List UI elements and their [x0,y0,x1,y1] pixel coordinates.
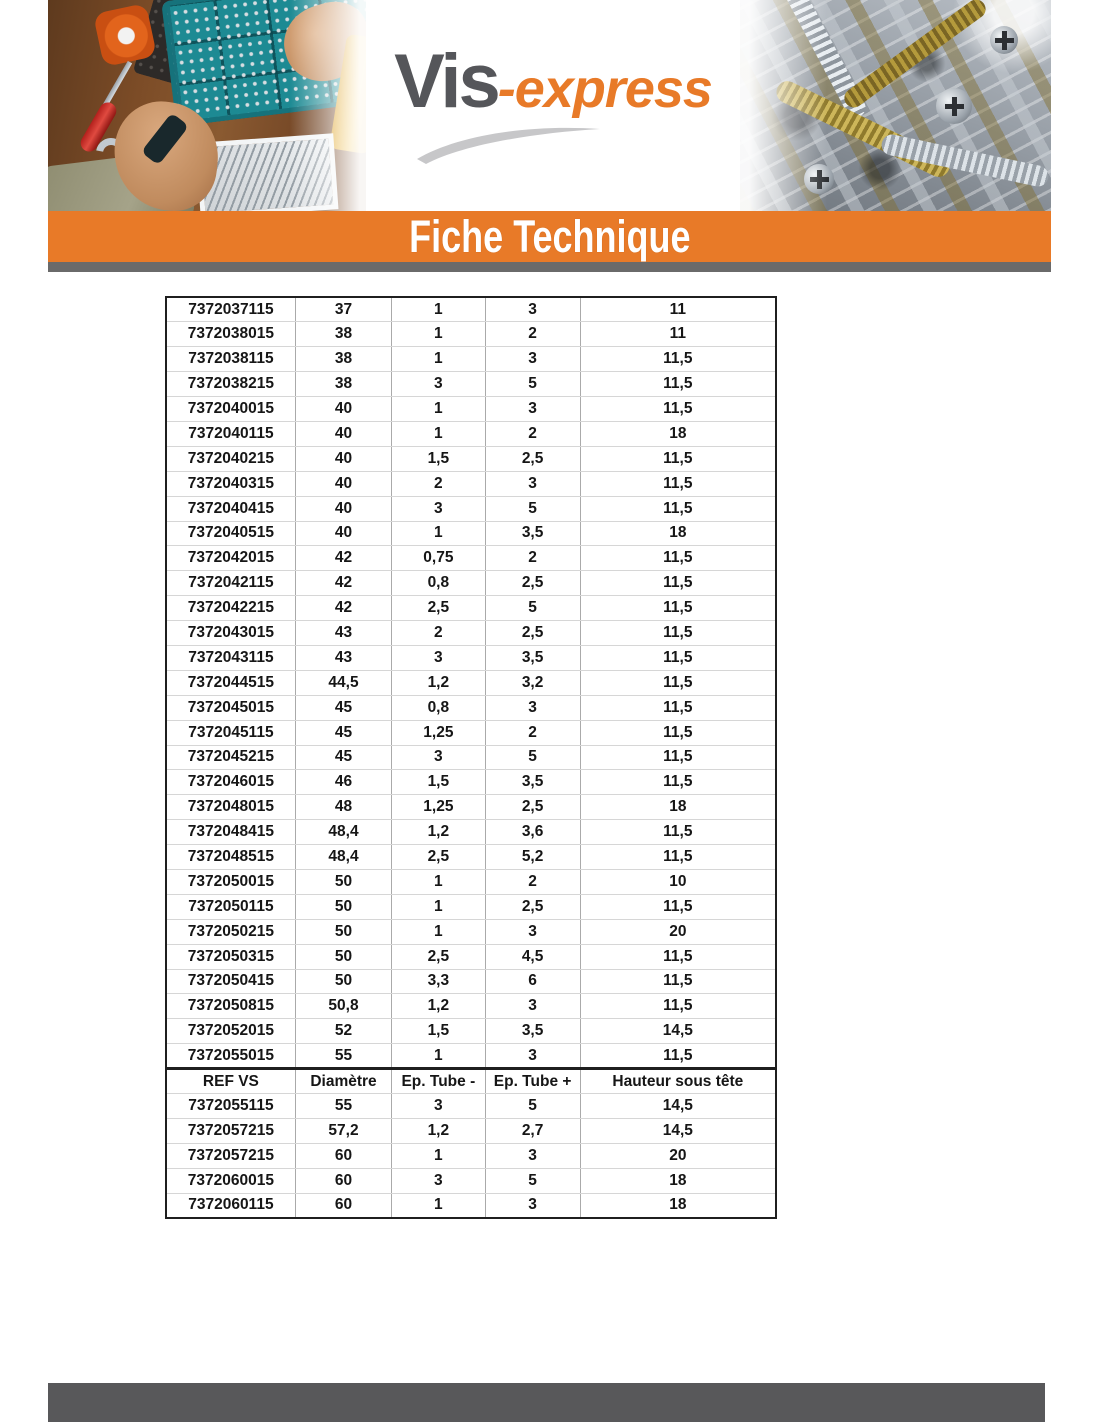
table-cell: 11,5 [580,496,776,521]
table-cell: 11,5 [580,621,776,646]
table-cell: 7372045215 [166,745,295,770]
table-cell: 1 [392,297,485,322]
screwdriver-shaft-shape [97,61,132,117]
table-cell: 7372040315 [166,471,295,496]
table-cell: 7372046015 [166,770,295,795]
screw-shape [773,77,953,180]
table-cell: 2 [392,471,485,496]
table-cell: 7372060015 [166,1168,295,1193]
table-cell: 3,5 [485,1019,580,1044]
table-cell: 7372038115 [166,347,295,372]
table-row [166,645,776,670]
table-row [166,397,776,422]
header-collage [0,0,1100,211]
table-cell: 11 [580,322,776,347]
table-row [166,421,776,446]
column-header-cell: Diamètre [295,1069,391,1094]
table-cell: 7372048415 [166,820,295,845]
table-cell: 40 [295,521,391,546]
table-cell: 38 [295,372,391,397]
table-cell: 7372050415 [166,969,295,994]
table-cell: 18 [580,1193,776,1218]
table-cell: 40 [295,446,391,471]
table-cell: 1 [392,894,485,919]
table-cell: 11,5 [580,446,776,471]
table-cell: 2,5 [392,845,485,870]
table-cell: 50 [295,869,391,894]
table-cell: 42 [295,546,391,571]
table-cell: 1 [392,397,485,422]
table-row [166,596,776,621]
table-cell: 60 [295,1168,391,1193]
table-cell: 1,2 [392,670,485,695]
table-cell: 2,7 [485,1118,580,1143]
table-cell: 3 [485,695,580,720]
hand-shape [109,97,224,211]
table-cell: 3,5 [485,521,580,546]
table-cell: 11,5 [580,546,776,571]
table-cell: 3,5 [485,645,580,670]
table-cell: 40 [295,471,391,496]
table-cell: 11,5 [580,596,776,621]
table-cell: 7372050215 [166,919,295,944]
table-wrapper [165,296,777,1219]
table-cell: 42 [295,596,391,621]
table-cell: 6 [485,969,580,994]
table-row [166,546,776,571]
table-cell: 3 [392,1094,485,1119]
table-cell: 11,5 [580,745,776,770]
table-cell: 7372050315 [166,944,295,969]
table-cell: 7372042015 [166,546,295,571]
table-cell: 18 [580,1168,776,1193]
table-cell: 3 [485,994,580,1019]
table-cell: 20 [580,919,776,944]
table-cell: 1,5 [392,446,485,471]
table-cell: 3,6 [485,820,580,845]
table-row [166,471,776,496]
table-cell: 11,5 [580,1044,776,1069]
table-cell: 5 [485,745,580,770]
table-cell: 40 [295,397,391,422]
table-cell: 1 [392,521,485,546]
table-cell: 5 [485,372,580,397]
table-cell: 3 [485,1143,580,1168]
logo-text-express: -express [497,59,712,119]
table-cell: 2 [485,421,580,446]
table-cell: 18 [580,521,776,546]
table-cell: 20 [580,1143,776,1168]
table-cell: 11,5 [580,372,776,397]
table-cell: 7372044515 [166,670,295,695]
divider-bar [48,262,1051,272]
table-cell: 1 [392,347,485,372]
table-cell: 7372042115 [166,571,295,596]
table-row [166,745,776,770]
table-cell: 2,5 [485,795,580,820]
table-cell: 1 [392,421,485,446]
table-cell: 0,8 [392,695,485,720]
workbench-photo [48,0,366,211]
table-cell: 14,5 [580,1118,776,1143]
spec-table [165,296,777,1219]
table-cell: 57,2 [295,1118,391,1143]
table-cell: 0,8 [392,571,485,596]
table-row [166,1094,776,1119]
table-row [166,994,776,1019]
table-cell: 11,5 [580,720,776,745]
spec-table-body [166,297,776,1218]
table-cell: 52 [295,1019,391,1044]
table-cell: 7372050815 [166,994,295,1019]
screwdriver-handle-shape [78,99,120,154]
hand-shape [275,0,366,90]
rotary-tool-shape [141,113,189,166]
table-cell: 7372040115 [166,421,295,446]
table-cell: 50 [295,894,391,919]
table-cell: 11,5 [580,471,776,496]
table-cell: 11,5 [580,944,776,969]
table-cell: 45 [295,695,391,720]
table-row [166,496,776,521]
footer-bar [48,1383,1045,1422]
table-cell: 48 [295,795,391,820]
screw-tray-shape [196,133,339,211]
table-cell: 3,2 [485,670,580,695]
table-cell: 7372050115 [166,894,295,919]
table-cell: 44,5 [295,670,391,695]
table-row [166,695,776,720]
clamp-tool-shape [329,34,366,155]
table-cell: 45 [295,745,391,770]
table-cell: 7372038015 [166,322,295,347]
table-row [166,944,776,969]
table-cell: 1,5 [392,770,485,795]
table-cell: 38 [295,322,391,347]
table-cell: 43 [295,621,391,646]
table-cell: 4,5 [485,944,580,969]
table-row [166,297,776,322]
table-cell: 7372057215 [166,1143,295,1168]
brand-logo [366,39,740,124]
table-cell: 5,2 [485,845,580,870]
table-cell: 40 [295,421,391,446]
table-cell: 7372055115 [166,1094,295,1119]
table-cell: 3 [392,372,485,397]
table-row [166,770,776,795]
table-cell: 1 [392,1044,485,1069]
table-cell: 1,25 [392,720,485,745]
table-cell: 2,5 [485,571,580,596]
table-cell: 1,2 [392,1118,485,1143]
table-cell: 11,5 [580,994,776,1019]
table-row [166,1044,776,1069]
table-cell: 2,5 [392,596,485,621]
table-cell: 37 [295,297,391,322]
logo-swoosh-icon [414,120,610,166]
table-cell: 11,5 [580,969,776,994]
table-cell: 7372043015 [166,621,295,646]
table-cell: 18 [580,795,776,820]
table-cell: 1,2 [392,994,485,1019]
table-row [166,969,776,994]
screw-shape [841,0,990,111]
table-row [166,820,776,845]
table-cell: 45 [295,720,391,745]
table-cell: 7372040215 [166,446,295,471]
table-cell: 50 [295,919,391,944]
screw-shape [880,133,1051,189]
title-banner [48,211,1051,262]
table-cell: 1 [392,919,485,944]
table-cell: 3 [485,347,580,372]
table-cell: 3,5 [485,770,580,795]
table-cell: 14,5 [580,1019,776,1044]
table-cell: 38 [295,347,391,372]
table-row [166,919,776,944]
table-cell: 11,5 [580,645,776,670]
table-cell: 3 [485,297,580,322]
page-title: Fiche Technique [408,211,691,262]
table-cell: 42 [295,571,391,596]
table-cell: 5 [485,1168,580,1193]
table-cell: 3 [485,919,580,944]
table-row [166,670,776,695]
table-cell: 7372042215 [166,596,295,621]
table-cell: 43 [295,645,391,670]
table-cell: 7372057215 [166,1118,295,1143]
table-cell: 50 [295,969,391,994]
table-cell: 2 [392,621,485,646]
table-cell: 55 [295,1094,391,1119]
table-cell: 5 [485,496,580,521]
table-cell: 1 [392,869,485,894]
table-cell: 7372040015 [166,397,295,422]
table-cell: 11,5 [580,845,776,870]
organizer-box-shape [161,0,366,127]
sleeve-shape [48,149,196,211]
table-cell: 3,3 [392,969,485,994]
screw-head-shape [936,88,972,124]
table-cell: 46 [295,770,391,795]
table-cell: 2,5 [392,944,485,969]
screw-head-shape [990,26,1018,54]
table-row [166,1143,776,1168]
table-cell: 11,5 [580,670,776,695]
table-cell: 11,5 [580,571,776,596]
table-row [166,869,776,894]
table-cell: 2 [485,322,580,347]
table-cell: 3 [485,397,580,422]
table-row [166,446,776,471]
table-cell: 1,25 [392,795,485,820]
table-row [166,521,776,546]
table-cell: 2,5 [485,446,580,471]
table-cell: 1,5 [392,1019,485,1044]
table-cell: 7372048515 [166,845,295,870]
table-row [166,347,776,372]
screw-head-shape [804,164,834,194]
table-cell: 50,8 [295,994,391,1019]
table-cell: 14,5 [580,1094,776,1119]
table-cell: 11,5 [580,820,776,845]
table-cell: 7372045115 [166,720,295,745]
logo-panel [366,0,740,211]
table-row [166,1019,776,1044]
table-cell: 7372040515 [166,521,295,546]
table-row [166,894,776,919]
table-cell: 7372045015 [166,695,295,720]
table-cell: 2 [485,869,580,894]
table-cell: 2,5 [485,894,580,919]
screws-photo [740,0,1051,211]
table-cell: 7372037115 [166,297,295,322]
table-cell: 11,5 [580,347,776,372]
column-header-cell: Hauteur sous tête [580,1069,776,1094]
table-cell: 1,2 [392,820,485,845]
table-cell: 48,4 [295,820,391,845]
table-cell: 7372038215 [166,372,295,397]
table-row [166,795,776,820]
table-cell: 7372040415 [166,496,295,521]
table-cell: 18 [580,421,776,446]
table-cell: 11,5 [580,397,776,422]
column-header-cell: REF VS [166,1069,295,1094]
table-row [166,621,776,646]
table-cell: 7372043115 [166,645,295,670]
table-cell: 5 [485,596,580,621]
table-cell: 48,4 [295,845,391,870]
table-cell: 7372050015 [166,869,295,894]
table-header-row [166,1069,776,1094]
table-cell: 5 [485,1094,580,1119]
table-cell: 0,75 [392,546,485,571]
column-header-cell: Ep. Tube - [392,1069,485,1094]
table-cell: 50 [295,944,391,969]
table-row [166,571,776,596]
table-cell: 10 [580,869,776,894]
table-cell: 11,5 [580,695,776,720]
table-row [166,845,776,870]
table-cell: 2 [485,720,580,745]
table-row [166,322,776,347]
table-cell: 11,5 [580,770,776,795]
table-cell: 3 [392,1168,485,1193]
table-cell: 3 [485,1193,580,1218]
table-cell: 2 [485,546,580,571]
table-cell: 11 [580,297,776,322]
table-cell: 55 [295,1044,391,1069]
table-cell: 3 [485,471,580,496]
table-cell: 3 [392,645,485,670]
table-cell: 60 [295,1143,391,1168]
table-cell: 1 [392,322,485,347]
table-row [166,720,776,745]
table-cell: 3 [392,496,485,521]
table-cell: 40 [295,496,391,521]
table-cell: 1 [392,1143,485,1168]
table-cell: 7372060115 [166,1193,295,1218]
pegboard-shape [133,0,229,92]
table-cell: 7372055015 [166,1044,295,1069]
tape-measure-shape [93,3,157,67]
screw-shape [781,0,869,121]
table-cell: 11,5 [580,894,776,919]
table-cell: 3 [485,1044,580,1069]
table-cell: 3 [392,745,485,770]
logo-text-vis: Vis [394,39,498,124]
table-cell: 7372052015 [166,1019,295,1044]
table-row [166,1118,776,1143]
table-row [166,372,776,397]
table-cell: 60 [295,1193,391,1218]
table-cell: 1 [392,1193,485,1218]
table-row [166,1193,776,1218]
table-cell: 7372048015 [166,795,295,820]
table-cell: 2,5 [485,621,580,646]
table-row [166,1168,776,1193]
wrench-shape [90,132,132,174]
column-header-cell: Ep. Tube + [485,1069,580,1094]
